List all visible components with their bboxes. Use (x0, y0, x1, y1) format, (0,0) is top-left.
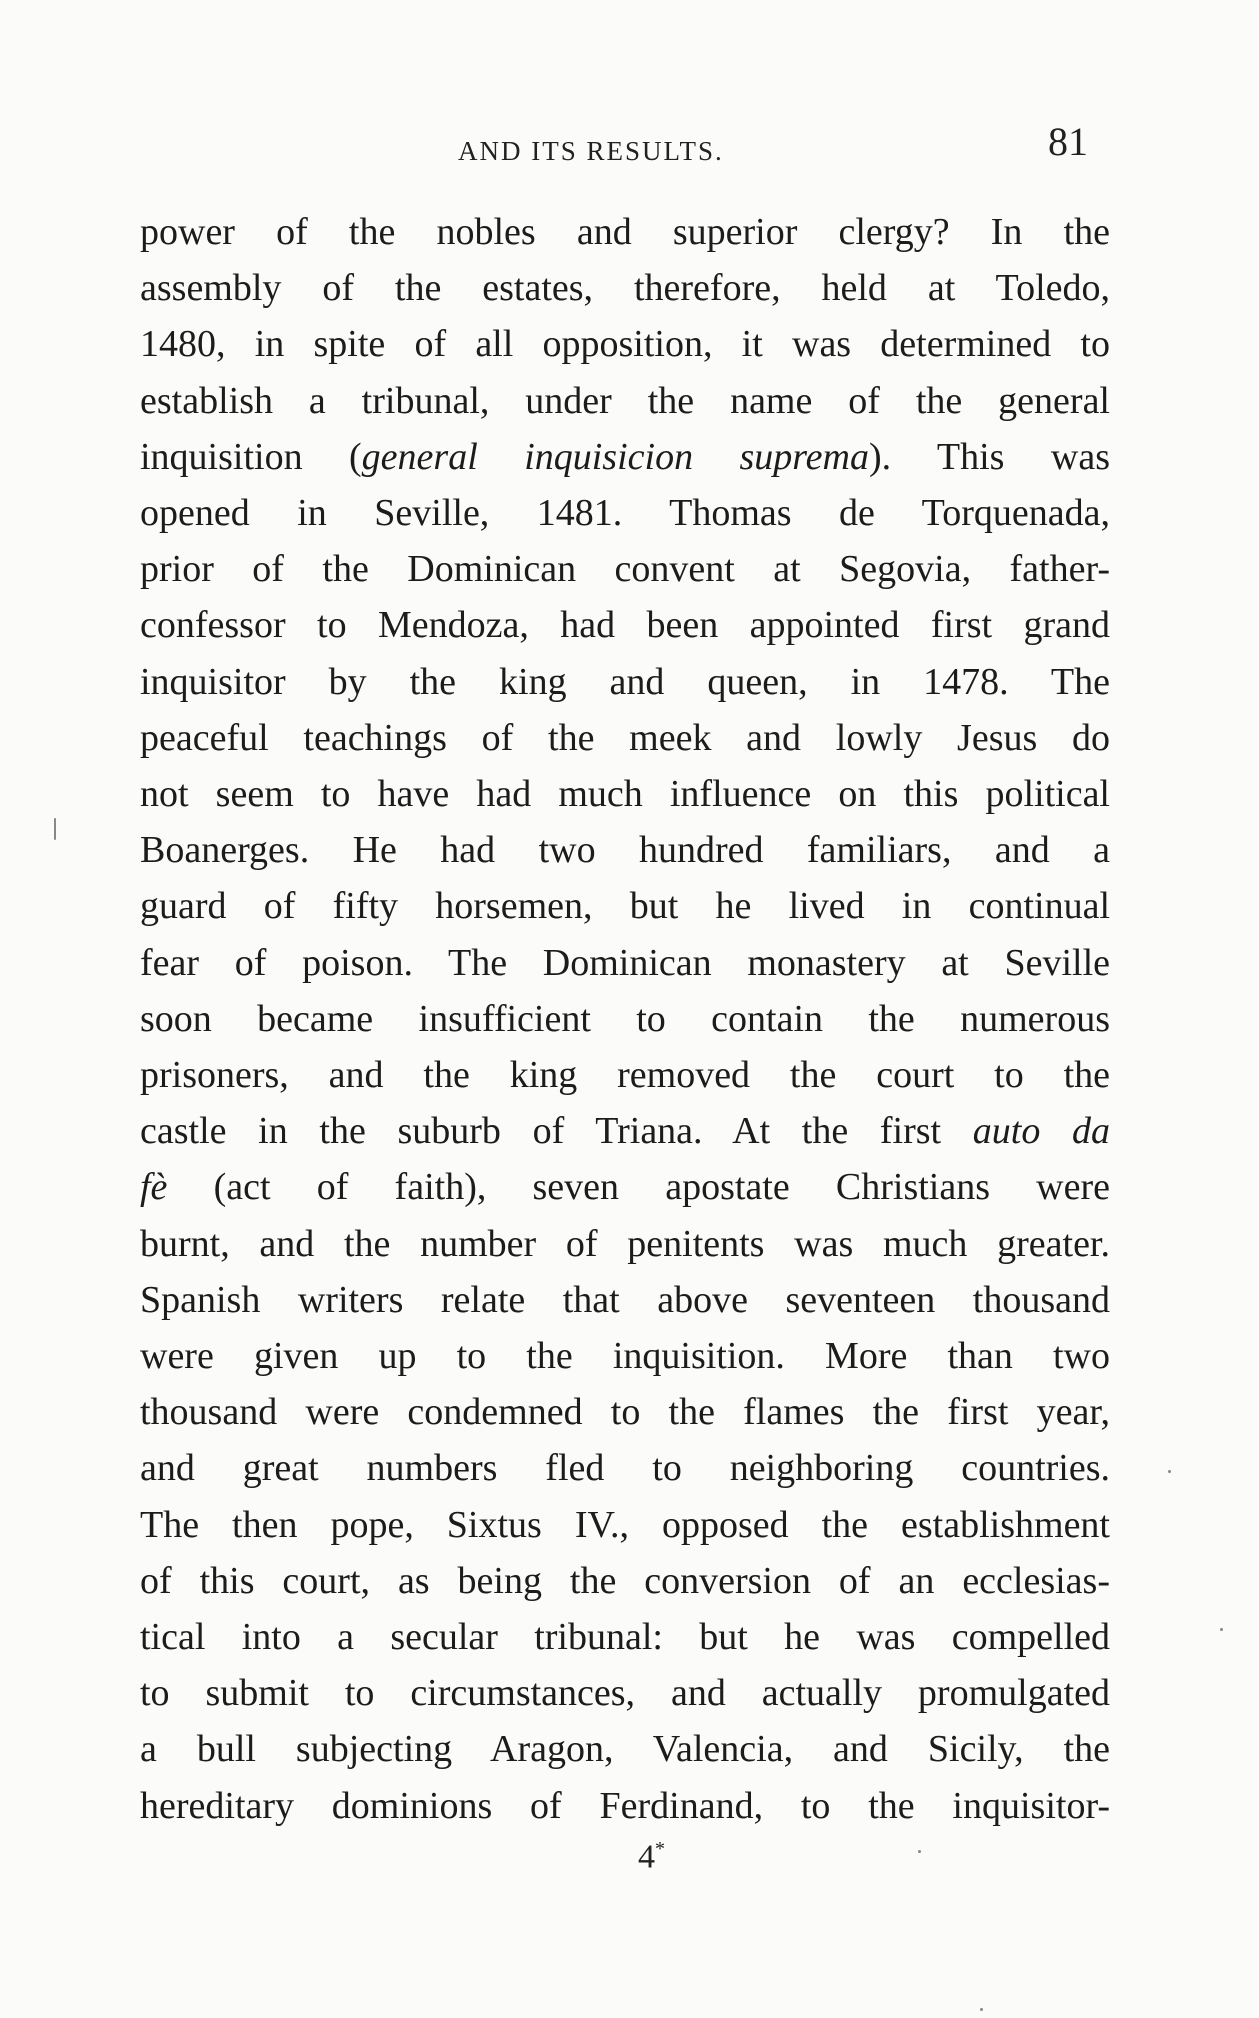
running-head: AND ITS RESULTS. (458, 136, 724, 166)
line-text: Boanerges. He had two hundred familiars, and a (140, 829, 1110, 872)
line-text: confessor to Mendoza, had been appointed first grand (140, 604, 1110, 647)
text-line (140, 1665, 1110, 1721)
signature-star: * (655, 1838, 665, 1860)
line-text: establish a tribunal, under the name of the general (140, 379, 1110, 422)
text-line (140, 1440, 1110, 1496)
body-text (140, 204, 1110, 1834)
text-line (140, 878, 1110, 934)
text-line (140, 935, 1110, 991)
line-text-italic: auto da (972, 1110, 1110, 1153)
line-text: prior of the Dominican convent at Segovia, father- (140, 548, 1110, 591)
text-line (140, 541, 1110, 597)
line-text-before: inquisition ( (140, 435, 362, 478)
text-line (140, 1778, 1110, 1834)
line-text: and great numbers fled to neighboring countries. (140, 1447, 1110, 1490)
line-text: to submit to circumstances, and actually promulgated (140, 1672, 1110, 1715)
line-text: not seem to have had much influence on this political (140, 773, 1110, 816)
text-line (140, 822, 1110, 878)
paper-speck (54, 818, 56, 840)
line-text-after: ). This was (869, 435, 1111, 478)
line-text: thousand were condemned to the flames the first year, (140, 1391, 1110, 1434)
text-line (140, 1103, 1110, 1159)
text-line (140, 1272, 1110, 1328)
text-line (140, 1328, 1110, 1384)
line-text-after: (act of faith), seven apostate Christians were (167, 1166, 1110, 1209)
text-line (140, 1159, 1110, 1215)
line-text: peaceful teachings of the meek and lowly Jesus do (140, 716, 1110, 759)
line-text: fear of poison. The Dominican monastery at Seville (140, 941, 1110, 984)
text-line (140, 1553, 1110, 1609)
text-line (140, 204, 1110, 260)
line-text: burnt, and the number of penitents was much greater. (140, 1222, 1110, 1265)
line-text: assembly of the estates, therefore, held at Toledo, (140, 267, 1110, 310)
text-line (140, 485, 1110, 541)
signature-mark (638, 1838, 665, 1876)
text-line (140, 991, 1110, 1047)
text-line (140, 1216, 1110, 1272)
text-line (140, 1384, 1110, 1440)
paper-speck (980, 2008, 983, 2011)
line-text: power of the nobles and superior clergy? In the (140, 211, 1110, 253)
line-text: a bull subjecting Aragon, Valencia, and Sicily, the (140, 1728, 1110, 1771)
text-line (140, 1497, 1110, 1553)
line-text: of this court, as being the conversion of an ecclesias- (140, 1559, 1110, 1602)
paper-speck (918, 1850, 921, 1853)
text-line (140, 260, 1110, 316)
text-line (140, 766, 1110, 822)
signature-number: 4 (638, 1838, 655, 1876)
line-text: tical into a secular tribunal: but he was compelled (140, 1616, 1110, 1659)
text-line (140, 429, 1110, 485)
line-text: soon became insufficient to contain the numerous (140, 997, 1110, 1040)
text-line (140, 1721, 1110, 1777)
line-text: guard of fifty horsemen, but he lived in continual (140, 885, 1110, 928)
line-text: The then pope, Sixtus IV., opposed the establishment (140, 1503, 1110, 1546)
line-text: Spanish writers relate that above seventeen thousand (140, 1278, 1110, 1321)
paper-speck (1168, 1470, 1171, 1473)
line-text: hereditary dominions of Ferdinand, to the inquisitor- (140, 1784, 1110, 1827)
line-text: prisoners, and the king removed the court to the (140, 1054, 1110, 1097)
line-text-italic: general inquisicion suprema (361, 435, 869, 478)
line-text-before: castle in the suburb of Triana. At the first (140, 1110, 973, 1153)
text-line (140, 373, 1110, 429)
page-number: 81 (1048, 119, 1088, 164)
line-text: opened in Seville, 1481. Thomas de Torquenada, (140, 492, 1110, 535)
paper-speck (1220, 1628, 1223, 1631)
text-line (140, 710, 1110, 766)
text-line (140, 1609, 1110, 1665)
line-text: 1480, in spite of all opposition, it was determined to (140, 323, 1110, 366)
text-line (140, 1047, 1110, 1103)
line-text-italic: fè (140, 1166, 168, 1209)
text-line (140, 654, 1110, 710)
text-line (140, 597, 1110, 653)
text-line (140, 316, 1110, 372)
line-text: were given up to the inquisition. More than two (140, 1335, 1110, 1378)
line-text: inquisitor by the king and queen, in 1478. The (140, 660, 1110, 703)
